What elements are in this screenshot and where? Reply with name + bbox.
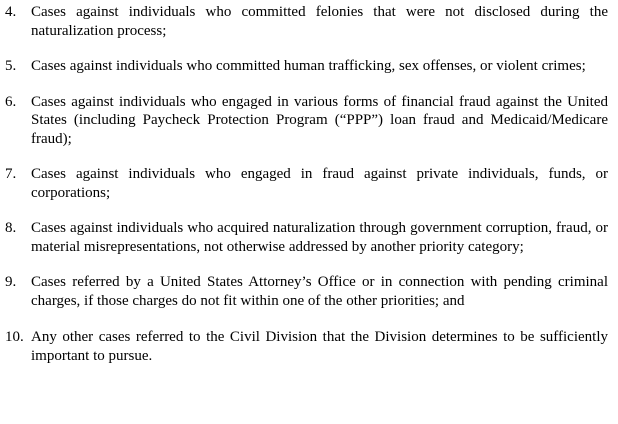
list-item-4: [5, 3, 608, 40]
item-text: Cases against individuals who committed human trafficking, sex offenses, or violent crimes;: [31, 58, 586, 74]
item-number: 4.: [5, 4, 17, 20]
item-text: Cases against individuals who committed felonies that were not disclosed during the naturalization process;: [31, 4, 608, 39]
item-number: 7.: [5, 166, 17, 182]
list-item-9: [5, 273, 608, 310]
item-number: 6.: [5, 93, 17, 110]
item-number: 9.: [5, 274, 17, 290]
list-item-5: [5, 57, 608, 76]
item-text: Cases against individuals who engaged in fraud against private individuals, funds, or corporations;: [31, 166, 608, 201]
item-text: Cases against individuals who acquired naturalization through government corruption, fraud, or material misrepresentations, not otherwise addressed by another priority category;: [31, 220, 608, 255]
item-number: 10.: [5, 329, 24, 345]
item-text: Cases referred by a United States Attorney’s Office or in connection with pending criminal charges, if those charges do not fit within one of the other priorities; and: [31, 274, 608, 309]
list-item-10: [5, 328, 608, 365]
item-text: Cases against individuals who engaged in various forms of financial fraud against the United States (including Paycheck Protection Program (“PPP”) loan fraud and Medicaid/Medicare fraud);: [31, 93, 608, 147]
item-number: 5.: [5, 58, 17, 74]
list-item-8: [5, 219, 608, 256]
item-number: 8.: [5, 220, 17, 236]
priority-list: [5, 3, 608, 365]
list-item-7: [5, 165, 608, 202]
list-item-6: [5, 93, 608, 149]
item-text: Any other cases referred to the Civil Division that the Division determines to be sufficiently important to pursue.: [31, 329, 608, 364]
